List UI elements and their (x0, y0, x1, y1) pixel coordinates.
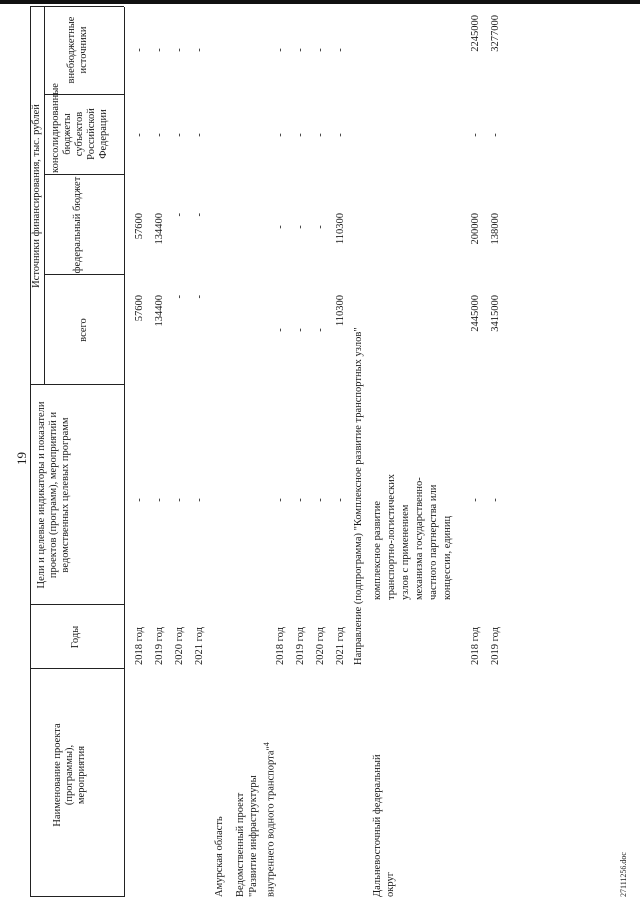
header-years: Годы (70, 625, 81, 649)
table-row-total: - (275, 328, 286, 332)
table-row-offbudget: 2245000 (470, 15, 481, 52)
table-row-goals: - (490, 498, 501, 502)
funding-subheader-border (44, 7, 45, 385)
table-row-year: 2020 год (174, 627, 185, 665)
header-goals: Цели и целевые индикаторы и показатели проектов (программ), мероприятий и ведомственных целевых программ (36, 401, 71, 589)
table-row-goals: - (194, 498, 205, 502)
header-offbudget: внебюджетные источники (66, 16, 89, 84)
direction-title: Направление (подпрограмма) "Комплексное развитие транспортных узлов" (353, 327, 364, 665)
goal-line: механизма государственно- (414, 477, 425, 600)
region-label-line2: округ (385, 871, 396, 897)
table-row-offbudget: - (275, 48, 286, 52)
table-row-year: 2019 год (154, 627, 165, 665)
table-row-goals: - (134, 498, 145, 502)
table-row-total: 2445000 (470, 295, 481, 332)
table-row-federal: - (174, 213, 185, 217)
table-row-total: - (295, 328, 306, 332)
table-row-offbudget: - (315, 48, 326, 52)
table-row-goals: - (295, 498, 306, 502)
table-row-consolidated: - (194, 133, 205, 137)
table-row-federal: 134400 (154, 213, 165, 245)
header-federal: федеральный бюджет (72, 176, 83, 274)
table-row-offbudget: - (154, 48, 165, 52)
table-row-offbudget: 3277000 (490, 15, 501, 52)
table-row-total: 134400 (154, 295, 165, 327)
col-divider-1 (30, 896, 124, 897)
table-row-federal: - (295, 225, 306, 229)
table-row-federal: 57600 (134, 213, 145, 240)
region-label: Амурская область (214, 816, 225, 897)
table-row-consolidated: - (470, 133, 481, 137)
region-label-line1: Дальневосточный федеральный (372, 754, 383, 897)
goal-line: комплексное развитие (372, 500, 383, 600)
table-row-goals: - (470, 498, 481, 502)
table-row-offbudget: - (194, 48, 205, 52)
table-row-year: 2018 год (134, 627, 145, 665)
col-divider-6 (44, 174, 124, 175)
table-row-offbudget: - (295, 48, 306, 52)
project-title-line1: Ведомственный проект (235, 792, 246, 897)
table-row-year: 2021 год (335, 627, 346, 665)
table-row-consolidated: - (275, 133, 286, 137)
table-row-year: 2021 год (194, 627, 205, 665)
header-funding-group: Источники финансирования, тыс. рублей (31, 104, 42, 288)
table-row-total: - (315, 328, 326, 332)
table-row-goals: - (275, 498, 286, 502)
header-name: Наименование проекта (программы), мероприятия (52, 723, 87, 827)
table-row-offbudget: - (335, 48, 346, 52)
table-row-consolidated: - (315, 133, 326, 137)
footnote-mark: 4 (262, 742, 271, 747)
table-row-consolidated: - (295, 133, 306, 137)
table-row-federal: - (275, 225, 286, 229)
table-row-federal: - (315, 225, 326, 229)
table-row-year: 2020 год (315, 627, 326, 665)
table-row-federal: - (194, 213, 205, 217)
goal-line: концессии, единиц (442, 515, 453, 600)
project-title-text: внутреннего водного транспорта" (265, 746, 277, 897)
table-row-total: 110300 (335, 295, 346, 327)
table-row-total: 57600 (134, 295, 145, 322)
table-row-year: 2018 год (275, 627, 286, 665)
goal-line: частного партнерства или (428, 484, 439, 600)
project-title-line3 (261, 742, 278, 897)
table-row-offbudget: - (134, 48, 145, 52)
table-row-federal: 200000 (470, 213, 481, 245)
table-row-goals: - (335, 498, 346, 502)
goal-line: транспортно-логистических (386, 474, 397, 600)
header-consolidated: консолидированные бюджеты субъектов Российской Федерации (50, 83, 109, 173)
table-row-federal: 138000 (490, 213, 501, 245)
header-bottom-border (124, 7, 125, 897)
table-row-total: - (174, 295, 185, 299)
table-row-consolidated: - (174, 133, 185, 137)
table-row-consolidated: - (154, 133, 165, 137)
table-row-total: - (194, 295, 205, 299)
table-row-federal: 110300 (335, 213, 346, 245)
page-number: 19 (14, 452, 29, 465)
table-row-year: 2018 год (470, 627, 481, 665)
col-divider-4 (30, 384, 124, 385)
table-row-offbudget: - (174, 48, 185, 52)
project-title-line2: "Развитие инфраструктуры (248, 775, 259, 897)
header-total: всего (78, 318, 89, 342)
table-row-consolidated: - (335, 133, 346, 137)
goal-line: узлов с применением (400, 504, 411, 600)
table-row-goals: - (174, 498, 185, 502)
table-row-year: 2019 год (490, 627, 501, 665)
document-id: 27111256.doc (619, 852, 628, 897)
table-row-total: 3415000 (490, 295, 501, 332)
table-row-goals: - (154, 498, 165, 502)
table-row-consolidated: - (134, 133, 145, 137)
table-row-year: 2019 год (295, 627, 306, 665)
table-row-goals: - (315, 498, 326, 502)
table-row-consolidated: - (490, 133, 501, 137)
